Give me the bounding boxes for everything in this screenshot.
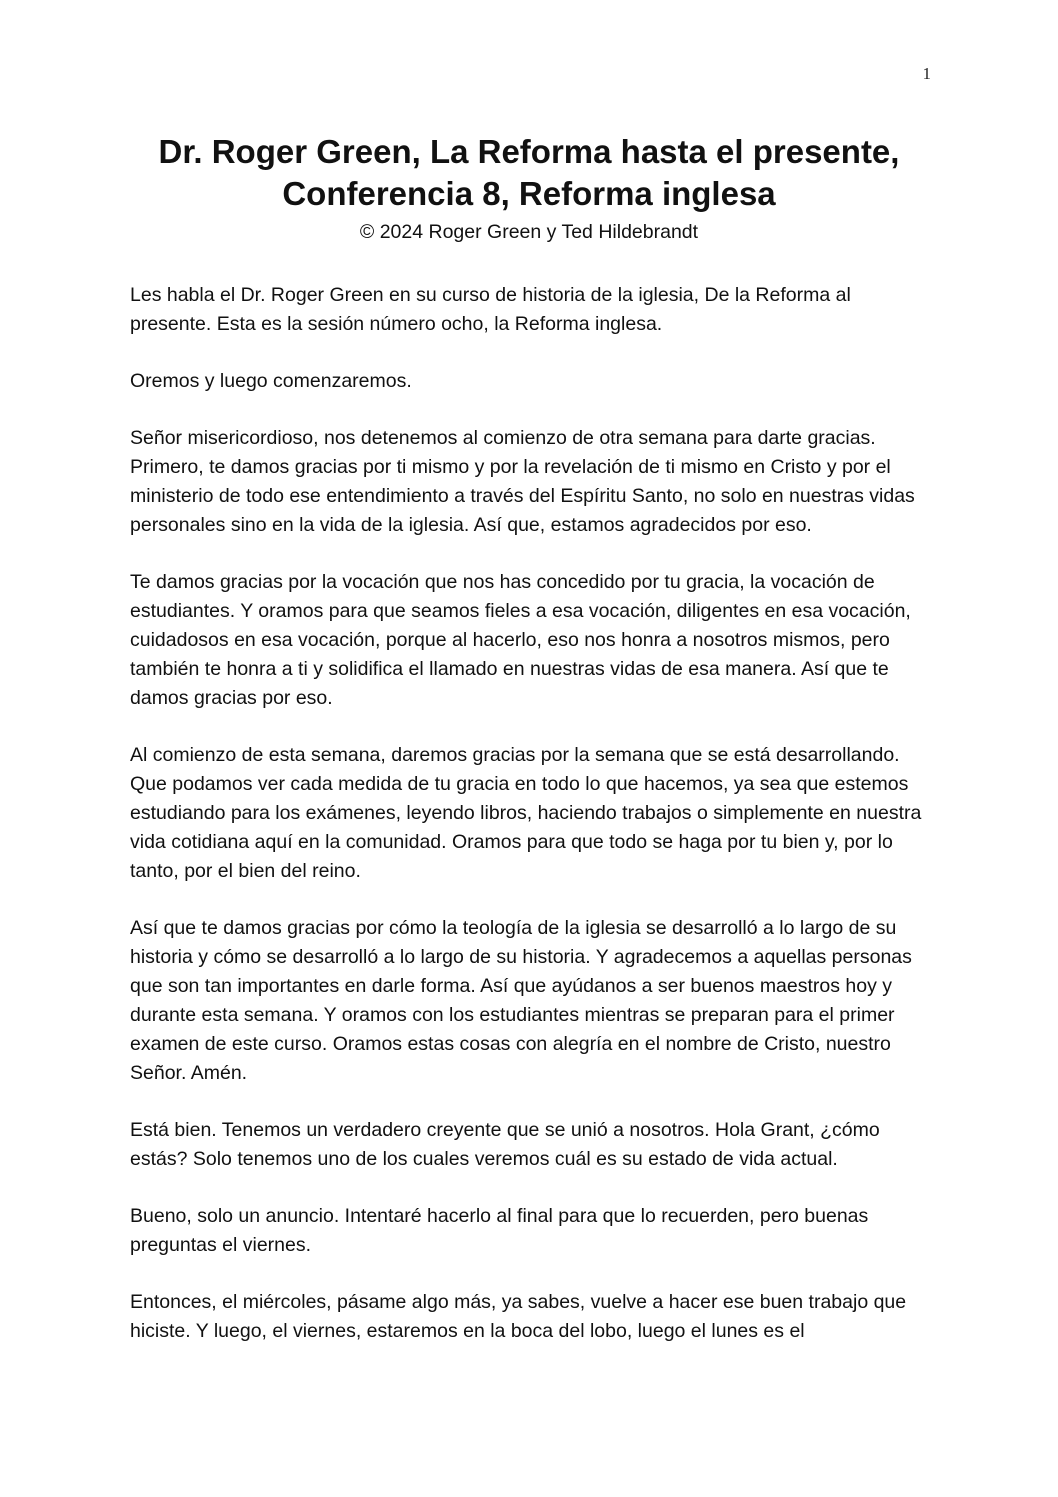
title-line-2: Conferencia 8, Reforma inglesa — [282, 175, 776, 212]
copyright-line: © 2024 Roger Green y Ted Hildebrandt — [359, 221, 699, 243]
paragraph: Señor misericordioso, nos detenemos al comienzo de otra semana para darte gracias. Primero, te damos gracias por ti mismo y por la revelación de ti mismo en Cristo y por el ministerio de todo ese entendimiento a través del Espíritu Santo, no solo en nuestras vidas personales sino en la vida de la iglesia. Así que, estamos agradecidos por eso. — [130, 427, 915, 536]
paragraph: Está bien. Tenemos un verdadero creyente que se unió a nosotros. Hola Grant, ¿cómo estás? Solo tenemos uno de los cuales veremos cuál es su estado de vida actual. — [130, 1119, 880, 1170]
document-title — [110, 131, 948, 215]
paragraph: Les habla el Dr. Roger Green en su curso de historia de la iglesia, De la Reforma al presente. Esta es la sesión número ocho, la Reforma inglesa. — [130, 284, 851, 335]
paragraph: Oremos y luego comenzaremos. — [130, 370, 412, 392]
paragraph: Te damos gracias por la vocación que nos has concedido por tu gracia, la vocación de estudiantes. Y oramos para que seamos fieles a esa vocación, diligentes en esa vocación, cuidadosos en esa vocación, porque al hacerlo, eso nos honra a nosotros mismos, pero también te honra a ti y solidifica el llamado en nuestras vidas de esa manera. Así que te damos gracias por eso. — [130, 571, 911, 709]
paragraph: Entonces, el miércoles, pásame algo más, ya sabes, vuelve a hacer ese buen trabajo que hiciste. Y luego, el viernes, estaremos en la boca del lobo, luego el lunes es el — [130, 1291, 907, 1342]
paragraph: Al comienzo de esta semana, daremos gracias por la semana que se está desarrollando. Que podamos ver cada medida de tu gracia en todo lo que hacemos, ya sea que estemos estudiando para los exámenes, leyendo libros, haciendo trabajos o simplemente en nuestra vida cotidiana aquí en la comunidad. Oramos para que todo se haga por tu bien y, por lo tanto, por el bien del reino. — [130, 744, 922, 882]
paragraph: Así que te damos gracias por cómo la teología de la iglesia se desarrolló a lo largo de su historia y cómo se desarrolló a lo largo de su historia. Y agradecemos a aquellas personas que son tan importantes en darle forma. Así que ayúdanos a ser buenos maestros hoy y durante esta semana. Y oramos con los estudiantes mientras se preparan para el primer examen de este curso. Oramos estas cosas con alegría en el nombre de Cristo, nuestro Señor. Amén. — [130, 917, 912, 1084]
paragraph: Bueno, solo un anuncio. Intentaré hacerlo al final para que lo recuerden, pero buenas preguntas el viernes. — [130, 1205, 869, 1256]
page-number: 1 — [922, 64, 931, 83]
transcript-body — [130, 281, 930, 1374]
title-line-1: Dr. Roger Green, La Reforma hasta el presente, — [158, 133, 900, 170]
title-block — [110, 131, 948, 245]
